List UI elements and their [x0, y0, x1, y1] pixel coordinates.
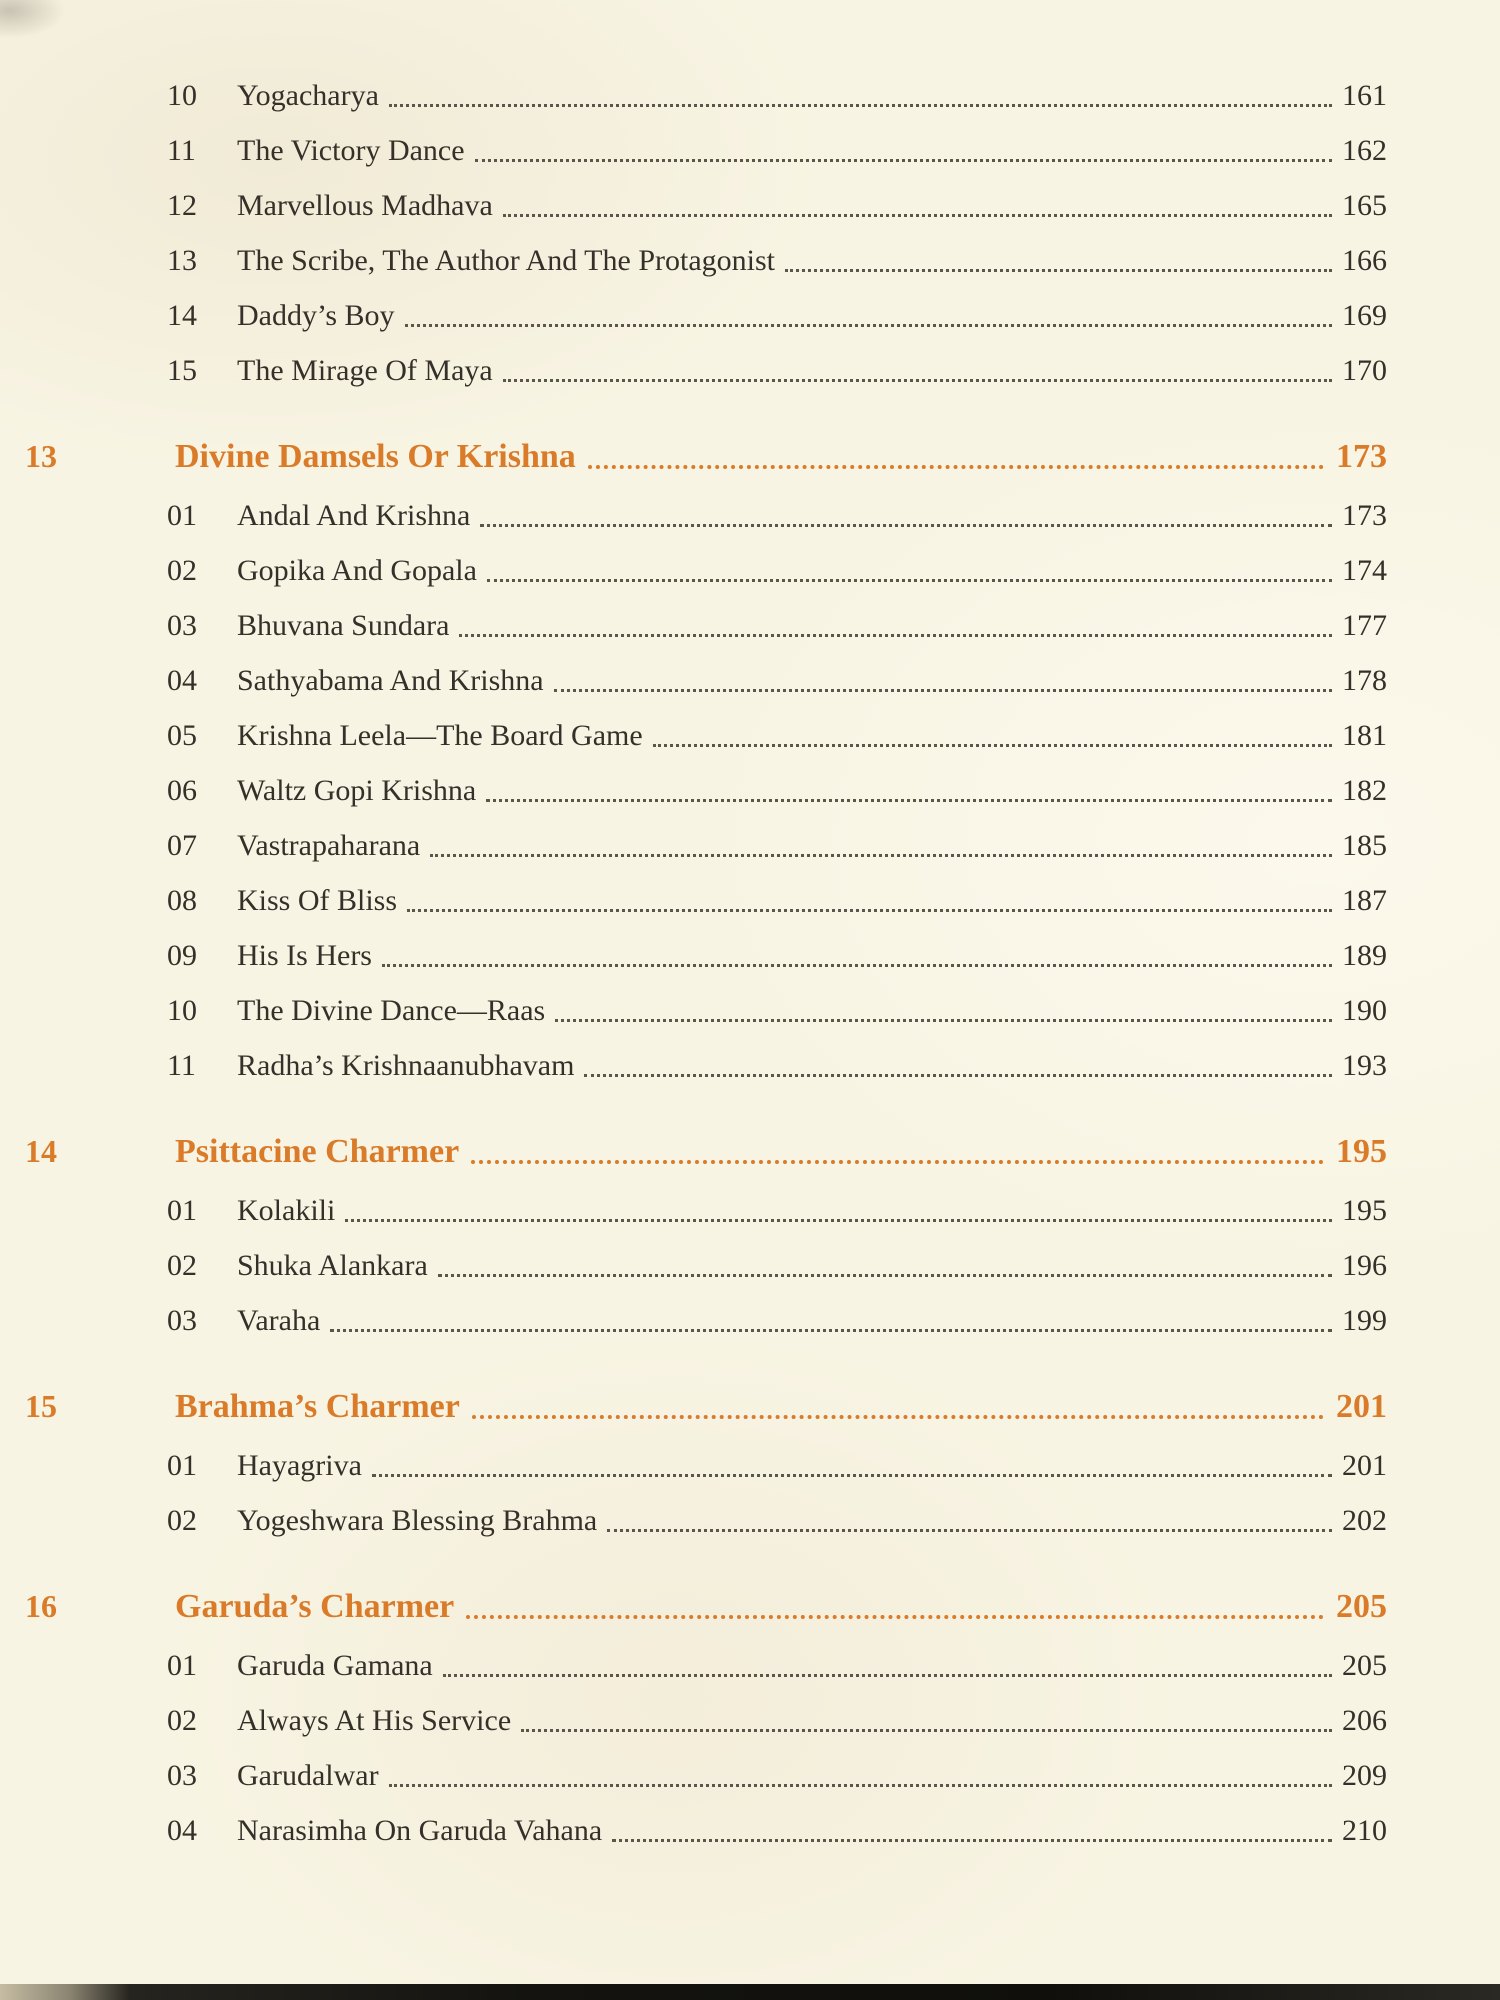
- entry-number: 12: [167, 189, 197, 222]
- entry-number: 04: [167, 664, 197, 697]
- entry-title: The Mirage Of Maya: [237, 354, 493, 387]
- dot-leader: [521, 1729, 1332, 1732]
- dot-leader: [382, 964, 1332, 967]
- entry-page-number: 205: [1342, 1649, 1387, 1682]
- dot-leader: [487, 579, 1332, 582]
- dot-leader: [785, 269, 1332, 272]
- entry-number: 03: [167, 1759, 197, 1792]
- entry-title: Waltz Gopi Krishna: [237, 774, 477, 807]
- entry-number: 05: [167, 719, 197, 752]
- entry-title: Daddy’s Boy: [237, 299, 395, 332]
- entry-title: Shuka Alankara: [237, 1249, 428, 1282]
- entry-number: 01: [167, 1194, 197, 1227]
- entry-title: Garudalwar: [237, 1759, 379, 1792]
- entry-number: 02: [167, 1249, 197, 1282]
- chapter-number: 14: [25, 1133, 57, 1169]
- entry-page-number: 170: [1342, 354, 1387, 387]
- entry-number: 02: [167, 554, 197, 587]
- chapter-number: 13: [25, 438, 57, 474]
- toc-entry: [25, 598, 1387, 653]
- chapter-number: 16: [25, 1588, 57, 1624]
- dot-leader: [486, 799, 1332, 802]
- chapter-heading-row: [25, 424, 1387, 488]
- toc-entry: [25, 818, 1387, 873]
- dot-leader: [471, 1160, 1324, 1164]
- entry-page-number: 199: [1342, 1304, 1387, 1337]
- entry-number: 10: [167, 994, 197, 1027]
- chapter-title: Garuda’s Charmer: [175, 1588, 455, 1625]
- toc-entry: [25, 1748, 1387, 1803]
- entry-title: Krishna Leela—The Board Game: [237, 719, 643, 752]
- toc-entry: [25, 68, 1387, 123]
- dot-leader: [405, 324, 1333, 327]
- chapter-page-number: 195: [1336, 1133, 1387, 1170]
- entry-title: Marvellous Madhava: [237, 189, 493, 222]
- entry-page-number: 177: [1342, 609, 1387, 642]
- dot-leader: [607, 1529, 1332, 1532]
- entry-number: 01: [167, 1649, 197, 1682]
- toc-entry: [25, 543, 1387, 598]
- entry-title: The Scribe, The Author And The Protagonist: [237, 244, 775, 277]
- toc-section: [25, 68, 1387, 398]
- dot-leader: [475, 159, 1332, 162]
- entry-page-number: 193: [1342, 1049, 1387, 1082]
- entry-number: 03: [167, 609, 197, 642]
- toc-entry: [25, 343, 1387, 398]
- toc-entry: [25, 288, 1387, 343]
- entry-title: Sathyabama And Krishna: [237, 664, 544, 697]
- entry-page-number: 166: [1342, 244, 1387, 277]
- dot-leader: [330, 1329, 1332, 1332]
- toc-entry: [25, 1038, 1387, 1093]
- dot-leader: [389, 1784, 1332, 1787]
- entry-page-number: 209: [1342, 1759, 1387, 1792]
- toc-entry: [25, 1493, 1387, 1548]
- dot-leader: [443, 1674, 1332, 1677]
- dot-leader: [480, 524, 1332, 527]
- toc-section: [25, 1374, 1387, 1548]
- dot-leader: [588, 465, 1324, 469]
- toc-entry: [25, 1183, 1387, 1238]
- entry-page-number: 178: [1342, 664, 1387, 697]
- toc-entry: [25, 983, 1387, 1038]
- entry-number: 01: [167, 1449, 197, 1482]
- chapter-heading-row: [25, 1119, 1387, 1183]
- chapter-heading-row: [25, 1574, 1387, 1638]
- entry-title: Andal And Krishna: [237, 499, 471, 532]
- entry-title: The Victory Dance: [237, 134, 465, 167]
- entry-number: 06: [167, 774, 197, 807]
- entry-title: Hayagriva: [237, 1449, 362, 1482]
- entry-number: 08: [167, 884, 197, 917]
- toc-entry: [25, 1438, 1387, 1493]
- chapter-title: Divine Damsels Or Krishna: [175, 438, 576, 475]
- entry-page-number: 189: [1342, 939, 1387, 972]
- toc-entry: [25, 873, 1387, 928]
- entry-number: 03: [167, 1304, 197, 1337]
- toc-entry: [25, 763, 1387, 818]
- entry-title: Kolakili: [237, 1194, 336, 1227]
- entry-page-number: 202: [1342, 1504, 1387, 1537]
- entry-page-number: 206: [1342, 1704, 1387, 1737]
- entry-title: Narasimha On Garuda Vahana: [237, 1814, 603, 1847]
- toc-entry: [25, 653, 1387, 708]
- entry-page-number: 169: [1342, 299, 1387, 332]
- entry-title: Kiss Of Bliss: [237, 884, 398, 917]
- toc-section: [25, 424, 1387, 1093]
- entry-title: Bhuvana Sundara: [237, 609, 450, 642]
- dot-leader: [472, 1415, 1324, 1419]
- toc-entry: [25, 1638, 1387, 1693]
- toc-entry: [25, 488, 1387, 543]
- entry-number: 01: [167, 499, 197, 532]
- toc-entry: [25, 1293, 1387, 1348]
- dot-leader: [430, 854, 1332, 857]
- dot-leader: [554, 689, 1332, 692]
- entry-number: 13: [167, 244, 197, 277]
- chapter-page-number: 201: [1336, 1388, 1387, 1425]
- chapter-number: 15: [25, 1388, 57, 1424]
- entry-title: Vastrapaharana: [237, 829, 421, 862]
- entry-page-number: 182: [1342, 774, 1387, 807]
- entry-page-number: 196: [1342, 1249, 1387, 1282]
- chapter-title: Brahma’s Charmer: [175, 1388, 460, 1425]
- entry-title: His Is Hers: [237, 939, 372, 972]
- entry-page-number: 210: [1342, 1814, 1387, 1847]
- entry-page-number: 161: [1342, 79, 1387, 112]
- entry-number: 02: [167, 1504, 197, 1537]
- toc-entry: [25, 178, 1387, 233]
- toc-entry: [25, 1693, 1387, 1748]
- dot-leader: [584, 1074, 1332, 1077]
- toc-entry: [25, 708, 1387, 763]
- chapter-heading-row: [25, 1374, 1387, 1438]
- dot-leader: [438, 1274, 1332, 1277]
- table-of-contents: [25, 68, 1387, 1858]
- dot-leader: [503, 379, 1332, 382]
- dot-leader: [555, 1019, 1332, 1022]
- entry-number: 07: [167, 829, 197, 862]
- entry-page-number: 162: [1342, 134, 1387, 167]
- entry-page-number: 190: [1342, 994, 1387, 1027]
- entry-title: The Divine Dance—Raas: [237, 994, 546, 1027]
- dot-leader: [389, 104, 1332, 107]
- dot-leader: [503, 214, 1332, 217]
- entry-page-number: 174: [1342, 554, 1387, 587]
- entry-title: Varaha: [237, 1304, 321, 1337]
- entry-page-number: 181: [1342, 719, 1387, 752]
- chapter-title: Psittacine Charmer: [175, 1133, 460, 1170]
- entry-number: 15: [167, 354, 197, 387]
- toc-entry: [25, 928, 1387, 983]
- entry-number: 11: [167, 1049, 196, 1082]
- dot-leader: [612, 1839, 1332, 1842]
- dot-leader: [459, 634, 1332, 637]
- entry-page-number: 201: [1342, 1449, 1387, 1482]
- entry-number: 02: [167, 1704, 197, 1737]
- entry-number: 14: [167, 299, 197, 332]
- dot-leader: [345, 1219, 1332, 1222]
- entry-page-number: 185: [1342, 829, 1387, 862]
- entry-page-number: 173: [1342, 499, 1387, 532]
- toc-entry: [25, 1238, 1387, 1293]
- entry-number: 10: [167, 79, 197, 112]
- dot-leader: [407, 909, 1332, 912]
- entry-number: 09: [167, 939, 197, 972]
- dot-leader: [653, 744, 1332, 747]
- chapter-page-number: 173: [1336, 438, 1387, 475]
- toc-entry: [25, 1803, 1387, 1858]
- entry-page-number: 195: [1342, 1194, 1387, 1227]
- dot-leader: [372, 1474, 1332, 1477]
- entry-title: Gopika And Gopala: [237, 554, 477, 587]
- entry-title: Yogeshwara Blessing Brahma: [237, 1504, 598, 1537]
- toc-entry: [25, 233, 1387, 288]
- entry-title: Yogacharya: [237, 79, 379, 112]
- toc-section: [25, 1119, 1387, 1348]
- entry-page-number: 187: [1342, 884, 1387, 917]
- toc-entry: [25, 123, 1387, 178]
- entry-title: Garuda Gamana: [237, 1649, 433, 1682]
- page-bottom-scan-edge: [0, 1984, 1500, 2000]
- dot-leader: [466, 1615, 1324, 1619]
- entry-number: 04: [167, 1814, 197, 1847]
- entry-page-number: 165: [1342, 189, 1387, 222]
- entry-title: Radha’s Krishnaanubhavam: [237, 1049, 575, 1082]
- entry-number: 11: [167, 134, 196, 167]
- toc-section: [25, 1574, 1387, 1858]
- entry-title: Always At His Service: [237, 1704, 512, 1737]
- chapter-page-number: 205: [1336, 1588, 1387, 1625]
